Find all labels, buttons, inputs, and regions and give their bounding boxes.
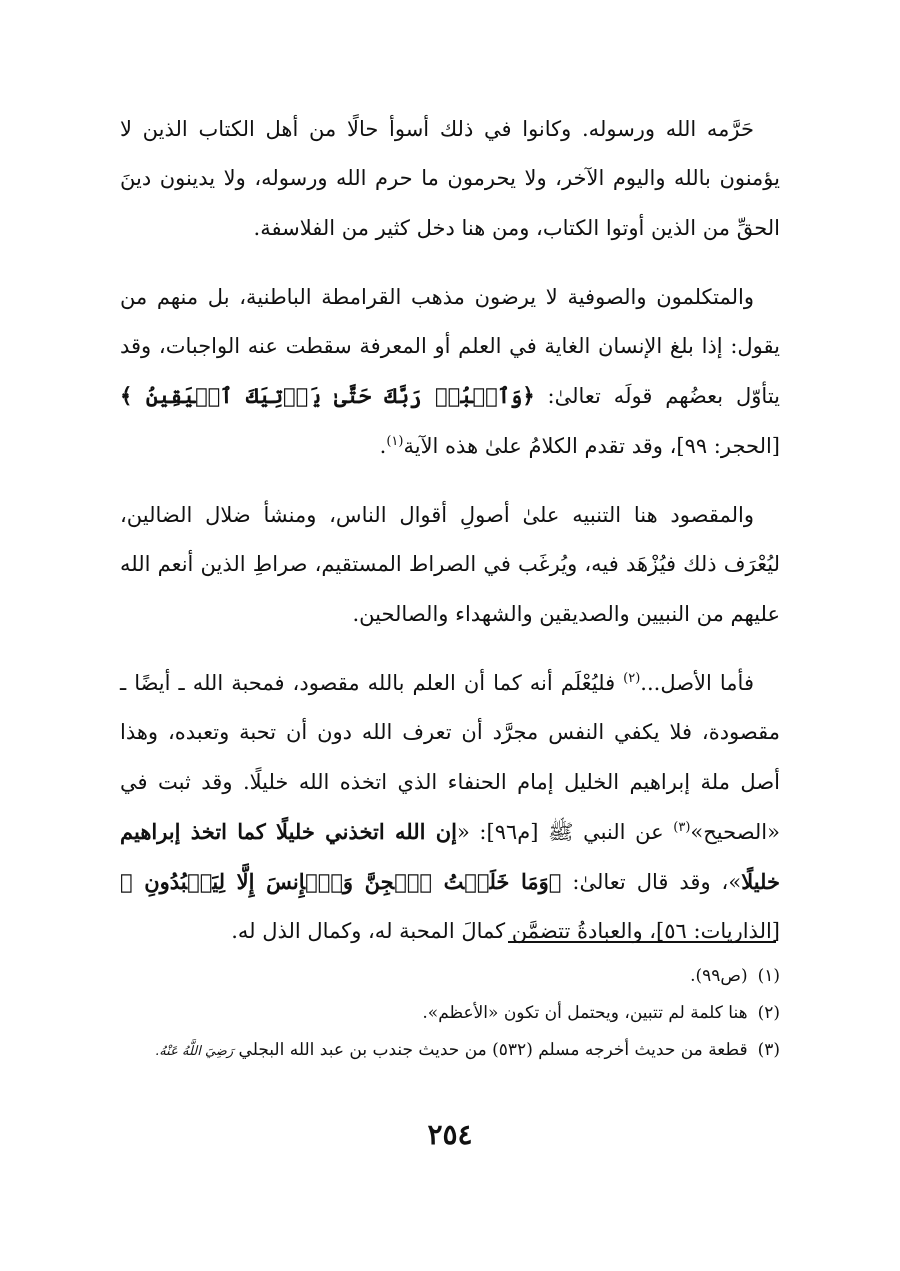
paragraph-4-text-b: فليُعْلَم أنه كما أن العلم بالله مقصود، فمحبة الله ـ أيضًا ـ مقصودة، فلا يكفي النفس مجرَّد أن تعرف الله دون أن تحبة وتعبده، وهذا أصل ملة إبراهيم الخليل إمام الحنفاء الذي اتخذه الله خليلًا. وقد ثبت في «الصحيح» — [120, 670, 780, 844]
paragraph-3-text: والمقصود هنا التنبيه علىٰ أصولِ أقوال الناس، ومنشأ ضلال الضالين، ليُعْرَف ذلك فيُزْهَد فيه، ويُرغَب في الصراط المستقيم، صراطِ الذين أنعم الله عليهم من النبيين والصديقين والشهداء والصالحين. — [120, 503, 780, 626]
paragraph-3 — [120, 491, 780, 639]
hadith-quote: إن الله اتخذني خليلًا كما اتخذ إبراهيم خليلًا — [120, 818, 780, 895]
paragraph-4 — [120, 659, 780, 957]
paragraph-4-text-a: فأما الأصل... — [640, 670, 754, 695]
paragraph-4-text-e: [الذاريات: ٥٦]، والعبادةُ تتضمَّن كمالَ المحبة له، وكمال الذل له. — [231, 919, 780, 944]
paragraph-2 — [120, 273, 780, 471]
footnote-2 — [120, 995, 780, 1032]
paragraph-1 — [120, 105, 780, 253]
paragraph-4-text-c: عن النبي ﷺ [م٩٦]: « — [456, 819, 674, 844]
main-text — [120, 105, 780, 977]
footnote-ref-3: (٣) — [673, 819, 691, 835]
footnote-number: (٢) — [757, 1003, 780, 1023]
paragraph-4-text-d: »، وقد قال تعالىٰ: — [561, 870, 742, 895]
footnote-number: (١) — [757, 966, 780, 986]
footnote-3 — [120, 1032, 780, 1070]
footnote-text — [120, 1032, 748, 1070]
paragraph-2-end: . — [379, 433, 387, 458]
footnote-ref-1: (١) — [386, 433, 404, 449]
page-number: ٢٥٤ — [427, 1118, 473, 1151]
footnote-1 — [120, 958, 780, 995]
footnotes — [120, 958, 780, 1070]
footnote-ref-2: (٢) — [623, 670, 641, 686]
footnote-separator — [508, 941, 776, 943]
quran-verse-dhariyat: ﴿وَمَا خَلَقۡتُ ٱلۡجِنَّ وَٱلۡإِنسَ إِلَّا لِيَعۡبُدُونِ ﴾ — [120, 869, 562, 895]
footnote-text: هنا كلمة لم تتبين، ويحتمل أن تكون «الأعظم». — [422, 1003, 748, 1023]
honorific-seal: رَضِيَ اللَّهُ عَنْهُ. — [155, 1044, 234, 1059]
footnote-number: (٣) — [757, 1040, 780, 1060]
quran-verse-hijr: ﴿وَٱعۡبُدۡ رَبَّكَ حَتَّىٰ يَأۡتِيَكَ ٱلۡيَقِينُ ﴾ — [120, 383, 535, 409]
paragraph-2-text-b: [الحجر: ٩٩]، وقد تقدم الكلامُ علىٰ هذه الآية — [403, 433, 780, 458]
paragraph-1-text: حَرَّمه الله ورسوله. وكانوا في ذلك أسوأ حالًا من أهل الكتاب الذين لا يؤمنون بالله واليوم الآخر، ولا يحرمون ما حرم الله ورسوله، ولا يدينون دينَ الحقِّ من الذين أوتوا الكتاب، ومن هنا دخل كثير من الفلاسفة. — [120, 117, 780, 240]
footnote-3-body: قطعة من حديث أخرجه مسلم (٥٣٢) من حديث جندب بن عبد الله البجلي — [238, 1040, 748, 1060]
paragraph-2-text-a: والمتكلمون والصوفية لا يرضون مذهب القرامطة الباطنية، بل منهم من يقول: إذا بلغ الإنسان الغاية في العلم أو المعرفة سقطت عنه الواجبات، وقد يتأوّل بعضُهم قولَه تعالىٰ: — [120, 284, 780, 409]
footnote-text: (ص٩٩). — [690, 966, 748, 986]
